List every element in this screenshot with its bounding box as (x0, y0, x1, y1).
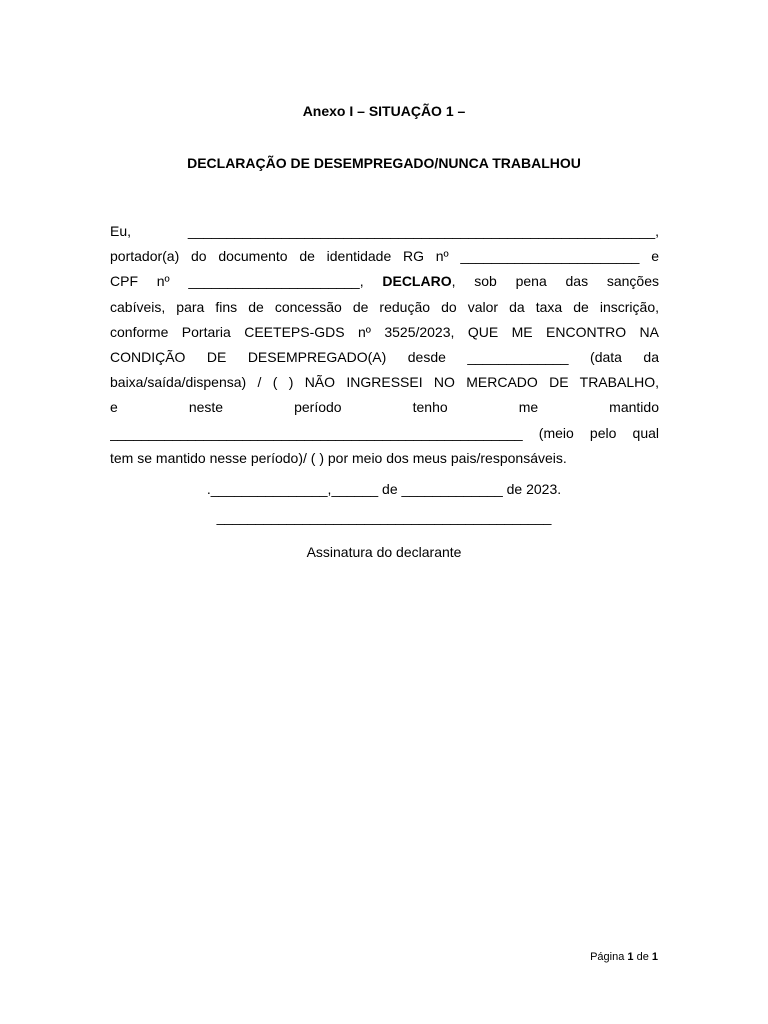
page-subtitle: DECLARAÇÃO DE DESEMPREGADO/NUNCA TRABALHOU (187, 155, 581, 171)
date-line: ._______________,______ de _____________ de 2023. (206, 481, 562, 497)
body-line-9: _____________________________________________________ (meio pelo qual (110, 424, 659, 441)
body-line-3-start: CPF nº ______________________, (110, 273, 383, 290)
body-line-8: e neste período tenho me mantido (110, 399, 659, 416)
body-line-4: cabíveis, para fins de concessão de redução do valor da taxa de inscrição, (110, 298, 659, 315)
page-number (540, 950, 658, 964)
body-line-7: baixa/saída/dispensa) / ( ) NÃO INGRESSEI NO MERCADO DE TRABALHO, (110, 374, 659, 391)
declaration-body (110, 219, 659, 471)
signature-label: Assinatura do declarante (306, 544, 462, 560)
title-annex: Anexo I (302, 103, 354, 119)
page-prefix: Página (590, 951, 628, 963)
title-situation: – SITUAÇÃO 1 – (353, 103, 466, 119)
body-line-3 (110, 269, 659, 294)
declaro-keyword: DECLARO (382, 273, 452, 290)
page-current: 1 (627, 951, 634, 963)
signature-line: ___________________________________________ (216, 509, 552, 525)
body-line-5: conforme Portaria CEETEPS-GDS nº 3525/2023, QUE ME ENCONTRO NA (110, 323, 659, 340)
body-line-6: CONDIÇÃO DE DESEMPREGADO(A) desde _____________ (data da (110, 348, 659, 365)
body-line-3-end: , sob pena das sanções (451, 273, 659, 290)
page-title (0, 102, 768, 120)
page-mid: de (633, 951, 652, 963)
body-line-1: Eu, ____________________________________________________________, (110, 223, 659, 239)
body-line-2: portador(a) do documento de identidade RG nº _______________________ e (110, 248, 659, 265)
page-total: 1 (651, 951, 658, 963)
body-line-10: tem se mantido nesse período)/ ( ) por meio dos meus pais/responsáveis. (110, 449, 567, 466)
